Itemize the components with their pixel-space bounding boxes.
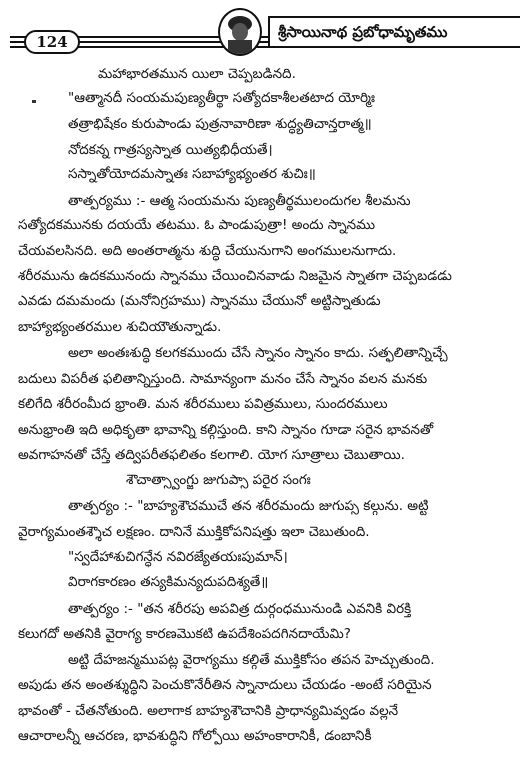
text-line: "స్వదేహాశుచిగన్ధేన నవిరజ్యేతయఃపుమాన్।	[68, 549, 288, 565]
text-line: అట్టి దేహజన్మముపట్ల వైరాగ్యము కల్గితే ముక్తికోసం తపన హెచ్చుతుంది.	[68, 652, 435, 668]
book-title: శ్రీసాయినాథ ప్రబోధామృతము	[268, 16, 520, 48]
text-line: శౌచాత్స్వాంగ్జు జుగుప్సా పరైర సంగః	[126, 472, 311, 488]
text-line: తాత్పర్యం :- "తన శరీరపు అపవిత్ర దుర్గంధమునుండి ఎవనికి విరక్తి	[68, 601, 412, 617]
text-line: బదులు విపరీత ఫలితాన్నిస్తుంది. సామాన్యంగా మనం చేసే స్నానం వలన మనకు	[18, 371, 428, 387]
text-line: అనుభ్రాంతి ఇది అధికృతా భావాన్ని కల్గిస్తుంది. కాని స్నానం గూడా సరైన భావనతో	[18, 422, 434, 438]
page-number: 124	[24, 30, 80, 54]
text-line: సత్యోదకమునకు దయయే తటము. ఓ పాండుపుత్రా! అందు స్నానము	[18, 217, 376, 233]
text-line: చేయవలసినది. అది అంతరాత్మను శుద్ధి చేయునుగాని అంగములనుగాదు.	[18, 243, 397, 259]
text-line: తత్రాభిషేకం కురుపాండు పుత్రనావారిణా శుద్ధ్యతిచాన్తరాత్మ॥	[68, 116, 372, 132]
text-line: అపుడు తన అంతశ్శుద్ధిని పెంచుకొనేరీతిన స్నానాదులు చేయడం -అంటే సరియైన	[18, 677, 432, 693]
page-header	[10, 23, 520, 58]
text-line: అలా అంతఃశుద్ధి కలగకముందు చేసే స్నానం స్నానం కాదు. సత్ఫలితాన్నిచ్చే	[68, 345, 448, 361]
text-line: వైరాగ్యమంతశ్శౌచ లక్షణం. దానినే ముక్తికోపనిషత్తు ఇలా చెబుతుంది.	[18, 524, 370, 540]
text-line: మహాభారతమున యిలా చెప్పబడినది.	[98, 66, 296, 82]
margin-mark	[32, 100, 36, 103]
text-line: విరాగకారణం తస్యకిమన్యదుపదిశ్యతే॥	[68, 574, 269, 590]
text-line: కలుగదో అతనికి వైరాగ్య కారణమొకటి ఉపదేశింపదగినదాయేమి?	[18, 626, 351, 642]
text-line: భావంతో - చేతనోతుంది. అలాగాక బాహ్యశౌచానికి ప్రాధాన్యమివ్వడం వల్లనే	[18, 703, 399, 719]
text-line: తాత్పర్యం :- "బాహ్యశౌచముచే తన శరీరమందు జుగుప్స కల్గును. అట్టి	[68, 498, 429, 514]
text-line: ఎవడు దమమందు (మనోనిగ్రహము) స్నానము చేయునో అట్టిస్నాతుడు	[18, 293, 381, 309]
text-line: శరీరమును ఉదకమునందు స్నానము చేయించినవాడు నిజమైన స్నాతగా చెప్పబడడు	[18, 268, 452, 284]
text-line: సస్నాతోయోదమస్నాతః సబాహ్యాభ్యంతర శుచిః॥	[68, 166, 316, 182]
portrait-emblem	[218, 8, 262, 56]
text-line: అవగాహనతో చేస్తే తద్విపరీతఫలితం కలగాలి. యోగ సూత్రాలు చెబుతాయి.	[18, 447, 405, 463]
text-line: బాహ్యాభ్యంతరముల శుచియౌతున్నాడు.	[18, 319, 222, 335]
text-line: తాత్పర్యము :- ఆత్మ సంయమను పుణ్యతీర్థములందుగల శీలమను	[68, 193, 411, 209]
text-line: నోదకన్న గాత్రస్యస్నాత యిత్యభిధీయతే।	[68, 142, 273, 158]
text-line: ఆచారాలన్నీ ఆచరణ, భావశుద్ధిని గోల్పోయి అహంకారానికీ, డంబానికీ	[18, 728, 372, 744]
text-line: "ఆత్మానదీ సంయమపుణ్యతీర్థా సత్యోదకాశీలతటాద యోర్మిః	[68, 90, 375, 106]
text-line: కలిగేది శరీరంమీద భ్రాంతి. మన శరీరములు పవిత్రములు, సుందరములు	[18, 396, 388, 412]
